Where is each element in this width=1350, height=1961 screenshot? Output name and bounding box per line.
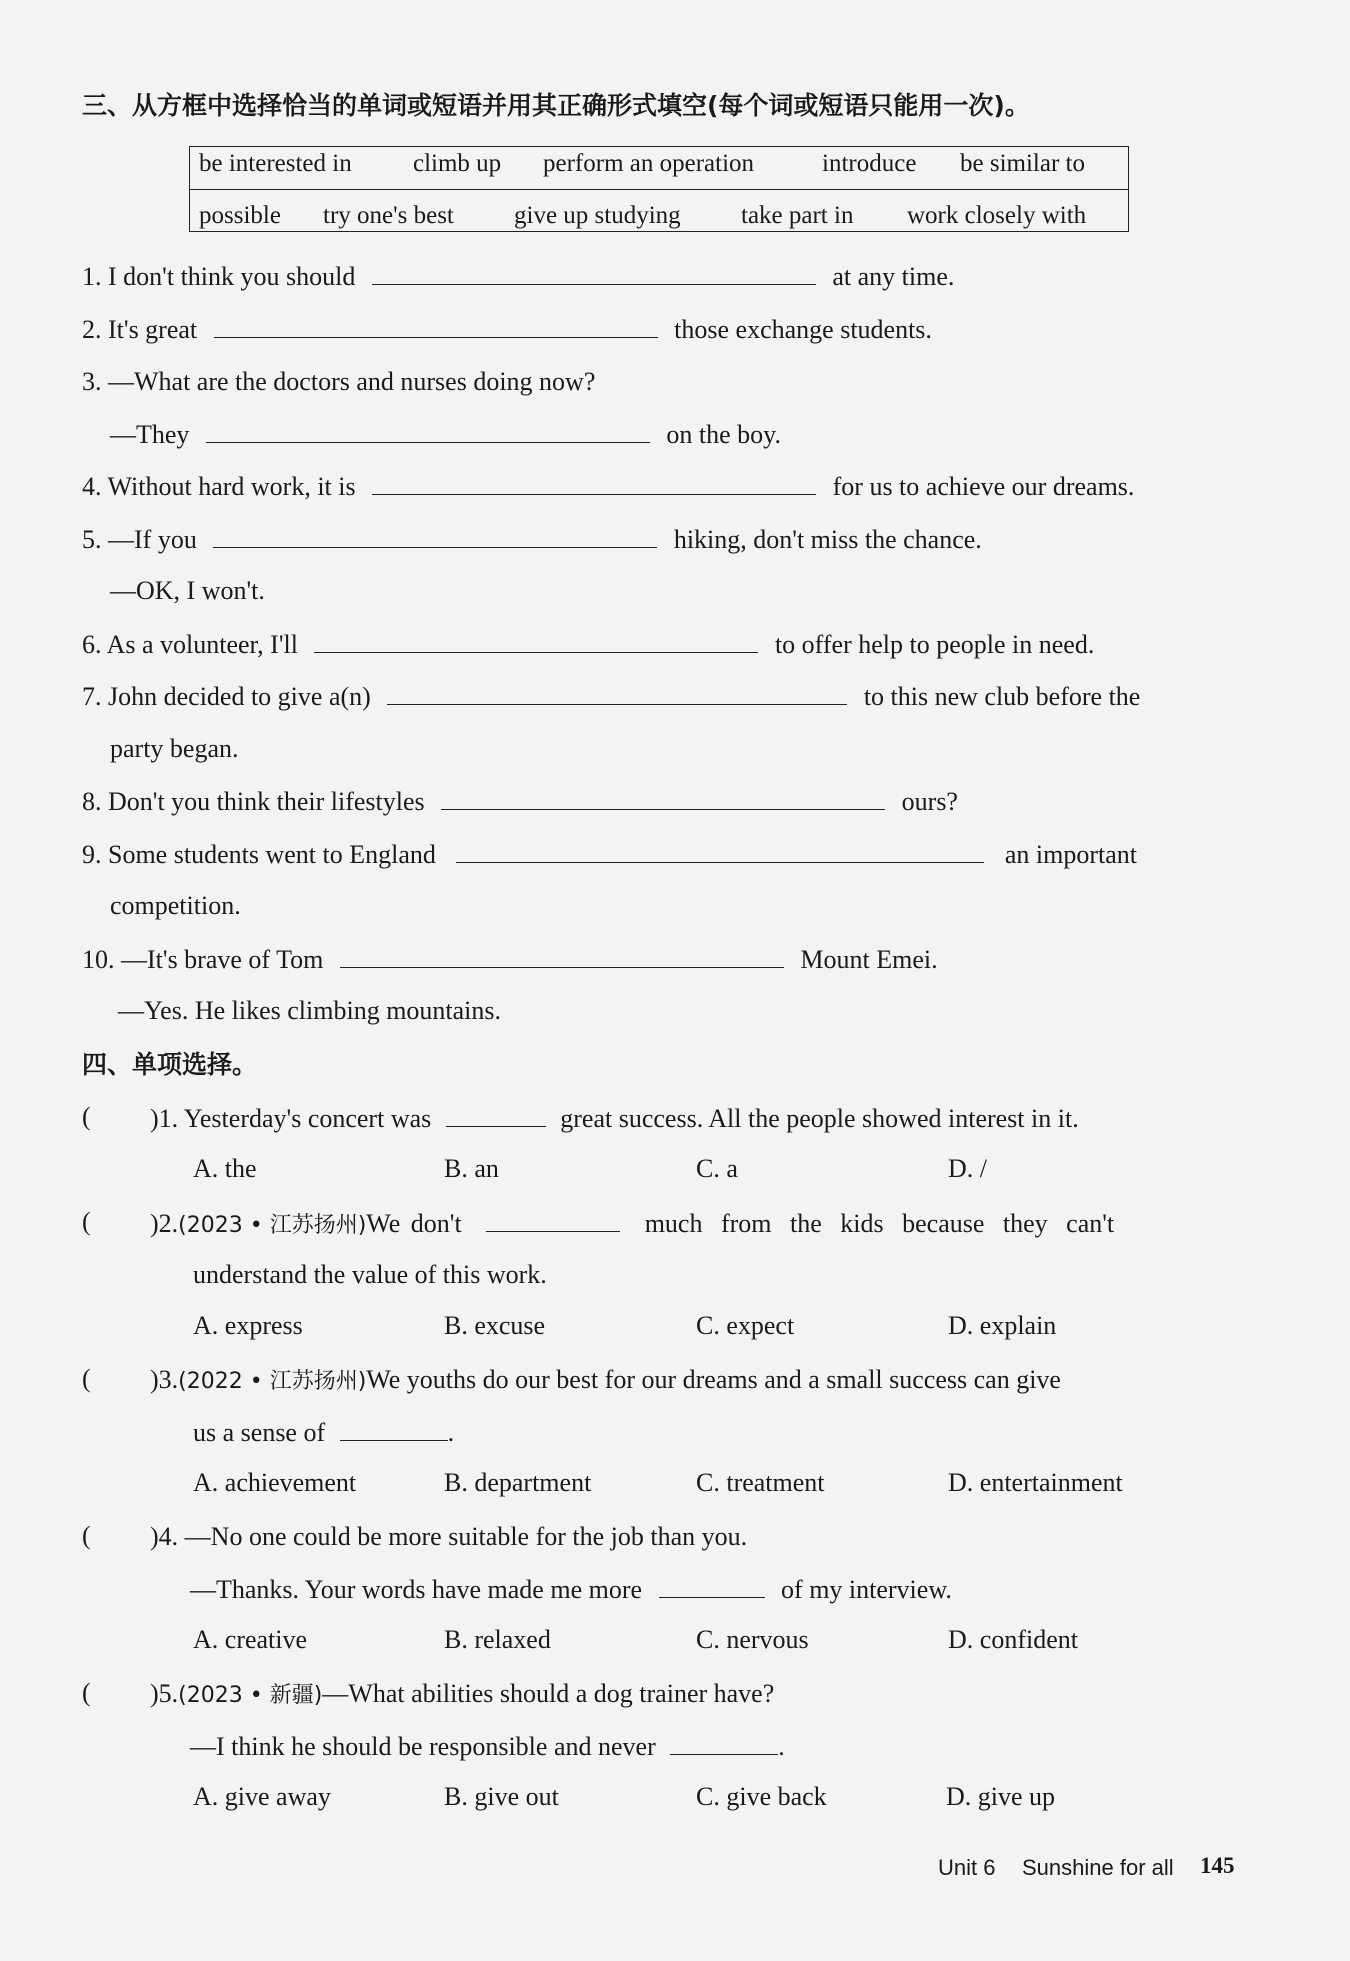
- question-text: As a volunteer, I'll: [106, 630, 298, 659]
- question-number: 9.: [82, 840, 102, 869]
- answer-blank[interactable]: [213, 523, 657, 548]
- option-b[interactable]: B. department: [444, 1468, 592, 1497]
- question-text: on the boy.: [666, 420, 781, 449]
- fill-question-7: [82, 680, 1140, 713]
- question-text: —It's brave of Tom: [121, 945, 324, 974]
- question-number: 8.: [82, 787, 102, 816]
- box-word: give up studying: [514, 202, 681, 229]
- footer-unit: Unit 6: [938, 1855, 996, 1880]
- mc-question-2-cont: understand the value of this work.: [193, 1260, 547, 1289]
- question-text: an important: [1004, 840, 1137, 869]
- fill-question-4: [82, 470, 1134, 503]
- option-b[interactable]: B. an: [444, 1154, 499, 1183]
- answer-blank[interactable]: [214, 313, 658, 338]
- option-d[interactable]: D. give up: [946, 1782, 1056, 1811]
- question-text: those exchange students.: [674, 315, 932, 344]
- question-number: 4.: [82, 472, 102, 501]
- answer-blank: [340, 1416, 448, 1441]
- answer-blank[interactable]: [456, 838, 984, 863]
- box-word: try one's best: [323, 202, 454, 229]
- option-c[interactable]: C. expect: [696, 1311, 795, 1340]
- word-box-divider: [190, 189, 1128, 190]
- option-c[interactable]: C. a: [696, 1154, 738, 1183]
- answer-paren[interactable]: (: [82, 1678, 91, 1707]
- answer-blank[interactable]: [372, 470, 816, 495]
- option-a[interactable]: A. the: [193, 1154, 257, 1183]
- question-text: us a sense of: [193, 1418, 326, 1447]
- question-text: We don't: [366, 1209, 462, 1238]
- question-text: .: [447, 1418, 455, 1447]
- question-text: We youths do our best for our dreams and a small success can give: [366, 1365, 1061, 1394]
- question-number: 5.: [82, 525, 102, 554]
- answer-blank: [659, 1573, 765, 1598]
- fill-question-10-reply: —Yes. He likes climbing mountains.: [118, 996, 502, 1025]
- answer-blank: [446, 1102, 546, 1127]
- answer-blank[interactable]: [206, 418, 650, 443]
- question-text: .: [778, 1732, 785, 1761]
- mc-question-4: [150, 1521, 747, 1553]
- option-c[interactable]: C. nervous: [696, 1625, 809, 1654]
- fill-question-7-cont: party began.: [110, 734, 239, 763]
- question-text: Without hard work, it is: [107, 472, 356, 501]
- fill-question-5-reply: —OK, I won't.: [110, 576, 265, 605]
- question-text: great success. All the people showed interest in it.: [560, 1104, 1079, 1133]
- option-a[interactable]: A. achievement: [193, 1468, 357, 1497]
- answer-blank: [670, 1730, 778, 1755]
- page-number: 145: [1200, 1853, 1235, 1878]
- answer-paren[interactable]: (: [82, 1364, 91, 1393]
- option-a[interactable]: A. creative: [193, 1625, 308, 1654]
- box-word: possible: [199, 202, 281, 229]
- section3-title: 三、从方框中选择恰当的单词或短语并用其正确形式填空(每个词或短语只能用一次)。: [82, 91, 1030, 120]
- box-word: take part in: [741, 202, 854, 229]
- question-text: —Thanks. Your words have made me more: [190, 1575, 643, 1604]
- question-text: to this new club before the: [863, 682, 1141, 711]
- box-word: introduce: [822, 150, 917, 177]
- question-text: —No one could be more suitable for the job than you.: [184, 1522, 748, 1551]
- mc-question-1: [150, 1102, 1079, 1135]
- fill-question-3: [82, 366, 595, 398]
- answer-paren[interactable]: (: [82, 1207, 91, 1236]
- option-b[interactable]: B. relaxed: [444, 1625, 551, 1654]
- mc-question-4-cont: [190, 1573, 952, 1606]
- fill-question-9: [82, 838, 1137, 871]
- fill-question-10: [82, 943, 938, 976]
- question-number: 7.: [82, 682, 102, 711]
- question-text: Don't you think their lifestyles: [108, 787, 425, 816]
- option-c[interactable]: C. treatment: [696, 1468, 825, 1497]
- question-text: —What abilities should a dog trainer have?: [322, 1679, 775, 1708]
- option-d[interactable]: D. /: [948, 1154, 987, 1183]
- fill-question-8: [82, 785, 958, 818]
- answer-blank[interactable]: [372, 260, 816, 285]
- question-number: 1.: [82, 262, 102, 291]
- question-text: John decided to give a(n): [108, 682, 371, 711]
- box-word: be similar to: [960, 150, 1085, 177]
- fill-question-2: [82, 313, 932, 346]
- section4-title: 四、单项选择。: [82, 1050, 258, 1079]
- question-text: to offer help to people in need.: [774, 630, 1095, 659]
- mc-question-2: [150, 1207, 1114, 1242]
- option-a[interactable]: A. give away: [193, 1782, 331, 1811]
- fill-question-3-answer: [110, 418, 781, 451]
- mc-question-3: [150, 1364, 1061, 1398]
- question-text: of my interview.: [781, 1575, 952, 1604]
- question-text: Mount Emei.: [800, 945, 938, 974]
- question-source: (2022 • 江苏扬州): [178, 1369, 367, 1394]
- question-text: for us to achieve our dreams.: [832, 472, 1135, 501]
- box-word: be interested in: [199, 150, 352, 177]
- option-b[interactable]: B. give out: [444, 1782, 559, 1811]
- question-number: 6.: [82, 630, 102, 659]
- question-text: —They: [110, 420, 190, 449]
- question-number: )5.: [150, 1679, 179, 1708]
- option-c[interactable]: C. give back: [696, 1782, 827, 1811]
- mc-question-5-cont: [190, 1730, 785, 1763]
- question-text: at any time.: [832, 262, 955, 291]
- fill-question-1: [82, 260, 954, 293]
- question-number: )4.: [150, 1522, 179, 1551]
- question-text: —I think he should be responsible and never: [190, 1732, 656, 1761]
- box-word: work closely with: [907, 202, 1087, 229]
- question-source: (2023 • 新疆): [178, 1683, 323, 1708]
- box-word: perform an operation: [543, 150, 755, 177]
- mc-question-5: [150, 1678, 774, 1712]
- option-b[interactable]: B. excuse: [444, 1311, 546, 1340]
- question-number: )3.: [150, 1365, 179, 1394]
- option-d[interactable]: D. explain: [948, 1311, 1057, 1340]
- question-number: )2.: [150, 1209, 179, 1238]
- option-d[interactable]: D. entertainment: [948, 1468, 1123, 1497]
- answer-blank[interactable]: [340, 943, 784, 968]
- question-number: )1.: [150, 1104, 179, 1133]
- answer-paren[interactable]: (: [82, 1102, 91, 1131]
- question-text: hiking, don't miss the chance.: [673, 525, 982, 554]
- question-number: 3.: [82, 367, 102, 396]
- question-text: It's great: [108, 315, 198, 344]
- footer-title: Sunshine for all: [1022, 1855, 1174, 1880]
- fill-question-5: [82, 523, 982, 556]
- question-text: ours?: [901, 787, 958, 816]
- question-text: much from the kids because they can't: [644, 1209, 1115, 1238]
- answer-blank: [486, 1207, 620, 1232]
- box-word: climb up: [413, 150, 502, 177]
- question-text: —If you: [108, 525, 197, 554]
- answer-blank[interactable]: [314, 628, 758, 653]
- question-number: 2.: [82, 315, 102, 344]
- fill-question-6: [82, 628, 1094, 661]
- question-number: 10.: [82, 945, 115, 974]
- fill-question-9-cont: competition.: [110, 891, 241, 920]
- option-a[interactable]: A. express: [193, 1311, 303, 1340]
- question-text: Some students went to England: [108, 840, 436, 869]
- mc-question-3-cont: [193, 1416, 454, 1449]
- option-d[interactable]: D. confident: [948, 1625, 1078, 1654]
- question-text: Yesterday's concert was: [183, 1104, 432, 1133]
- question-text: —What are the doctors and nurses doing now?: [108, 367, 596, 396]
- question-text: I don't think you should: [108, 262, 356, 291]
- answer-blank[interactable]: [441, 785, 885, 810]
- question-source: (2023 • 江苏扬州): [178, 1213, 367, 1238]
- answer-blank[interactable]: [387, 680, 847, 705]
- answer-paren[interactable]: (: [82, 1521, 91, 1550]
